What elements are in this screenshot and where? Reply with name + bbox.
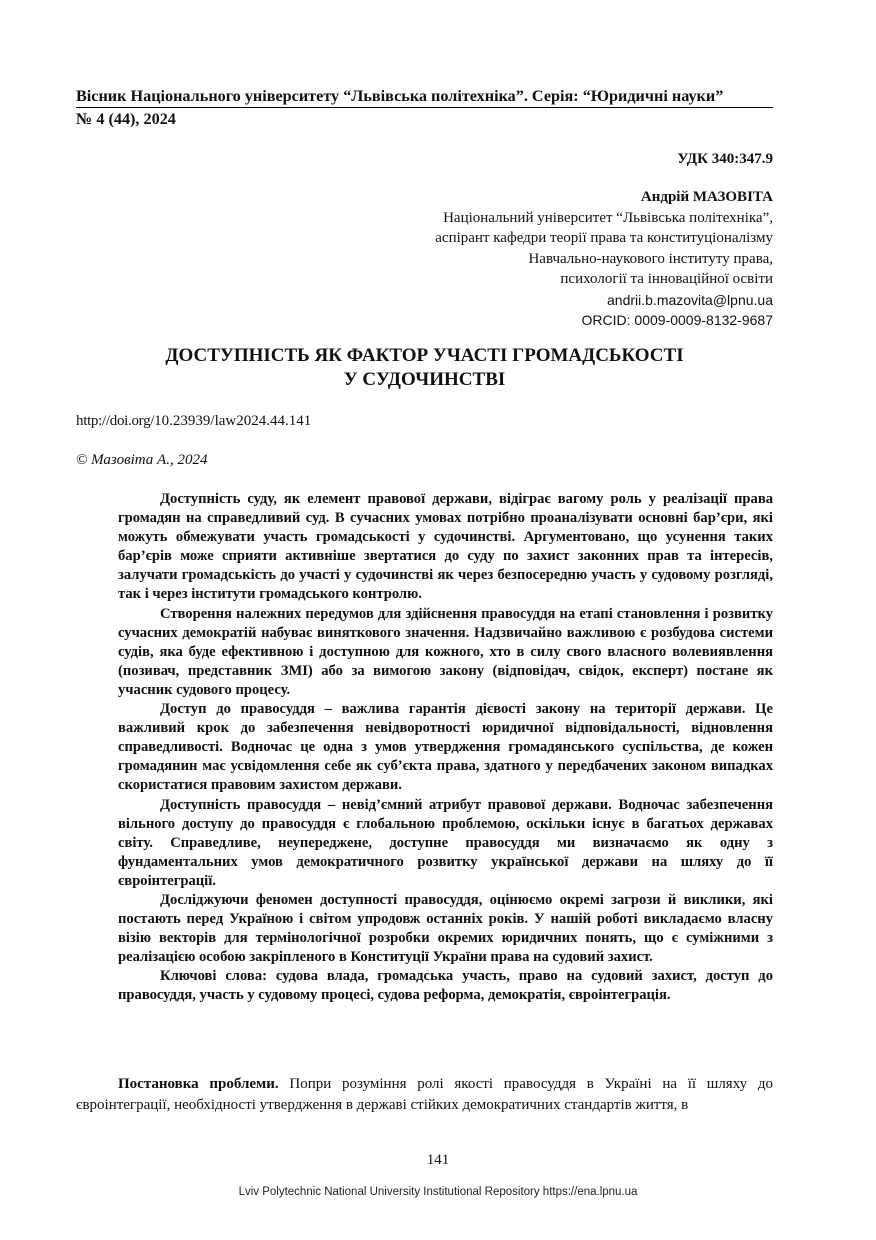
doi-prefix: http://doi.org/ [76,413,155,429]
abstract-paragraph: Доступність правосуддя – невід’ємний атрибут правової держави. Водночас забезпечення вільного доступу до правосуддя є глобальною проблемою, оскільки існує в багатьох державах світу. Справедливе, неупереджене, доступне правосуддя ми визначаємо як одну з фундаментальних умов демократичного розвитку української держави на шляху до її євроінтеграції. [118,796,773,889]
author-orcid: ORCID: 0009-0009-8132-9687 [581,312,773,328]
abstract-paragraph: Доступ до правосуддя – важлива гарантія дієвості закону на території держави. Це важливий крок до забезпечення невідворотності юридичної відповідальності, відновлення справедливості. Водночас це одна з умов утвердження громадянського суспільства, де кожен громадянин має усвідомлення себе як суб’єкта права, здатного у передбачених законом випадках скористатися правовим захистом держави. [118,701,773,794]
udc-code: УДК 340:347.9 [677,151,773,167]
affiliation-line: аспірант кафедри теорії права та конституціоналізму [435,230,773,246]
author-block [353,187,773,331]
doi-value: 10.23939/law2024.44.141 [154,413,312,429]
journal-issue: № 4 (44), 2024 [76,110,176,128]
title-line-2: У СУДОЧИНСТВІ [343,369,506,390]
doi-link[interactable] [76,413,311,430]
affiliation-line: Національний університет “Львівська політехніка”, [443,209,773,226]
abstract-paragraph: Створення належних передумов для здійснення правосуддя на етапі становлення і розвитку сучасних демократій набуває виняткового значення. Надзвичайно важливою є розбудова системи судів, яка буде ефективною і доступною для кожного, хто в силу свого власного волевиявлення (позивач, представник ЗМІ) або за вимогою закону (відповідач, свідок, експерт) постане як учасник судового процесу. [118,605,773,698]
problem-statement [76,1074,773,1116]
abstract-paragraph: Досліджуючи феномен доступності правосуддя, оцінюємо окремі загрози й виклики, які постають перед Україною і світом упродовж останніх років. У нашій роботі викладаємо власну візію векторів для термінологічної розробки окремих юридичних понять, що є суміжними з реалізацією особою закріпленого в Конституції України права на судовий захист. [118,891,773,966]
affiliation-line: психології та інноваційної освіти [560,271,773,287]
article-title [76,344,773,392]
keywords-paragraph: Ключові слова: судова влада, громадська участь, право на судовий захист, доступ до правосуддя, участь у судовому процесі, судова реформа, демократія, євроінтеграція. [118,968,773,1004]
author-name: Андрій МАЗОВІТА [640,189,773,205]
title-line-1: ДОСТУПНІСТЬ ЯК ФАКТОР УЧАСТІ ГРОМАДСЬКОСТІ [165,345,684,366]
problem-text: Попри розуміння ролі якості правосуддя в Україні на її шляху до євроінтеграції, необхідності утвердження в державі стійких демократичних стандартів життя, в [76,1076,773,1113]
journal-header: Вісник Національного університету “Львівська політехніка”. Серія: “Юридичні науки” [76,86,773,108]
author-email[interactable]: andrii.b.mazovita@lpnu.ua [607,291,773,308]
repository-footer: Lviv Polytechnic National University Institutional Repository https://ena.lpnu.ua [238,1186,638,1198]
problem-lead: Постановка проблеми. [118,1076,279,1092]
copyright-notice: © Мазовіта А., 2024 [76,452,208,468]
abstract-paragraph: Доступність суду, як елемент правової держави, відіграє вагому роль у реалізації права громадян на справедливий суд. В сучасних умовах потрібно проаналізувати основні бар’єри, які можуть обмежувати участь громадськості у судочинстві. Аргументовано, що усунення таких бар’єрів може сприяти активніше звертатися до суду по захист законних прав та інтересів, залучати громадськість до участі у судочинстві як через безпосередню участь у судовому розгляді, так і через інститути громадського контролю. [118,491,773,603]
affiliation-line: Навчально-наукового інституту права, [528,250,773,267]
page-number: 141 [426,1152,450,1168]
abstract [118,490,773,1006]
